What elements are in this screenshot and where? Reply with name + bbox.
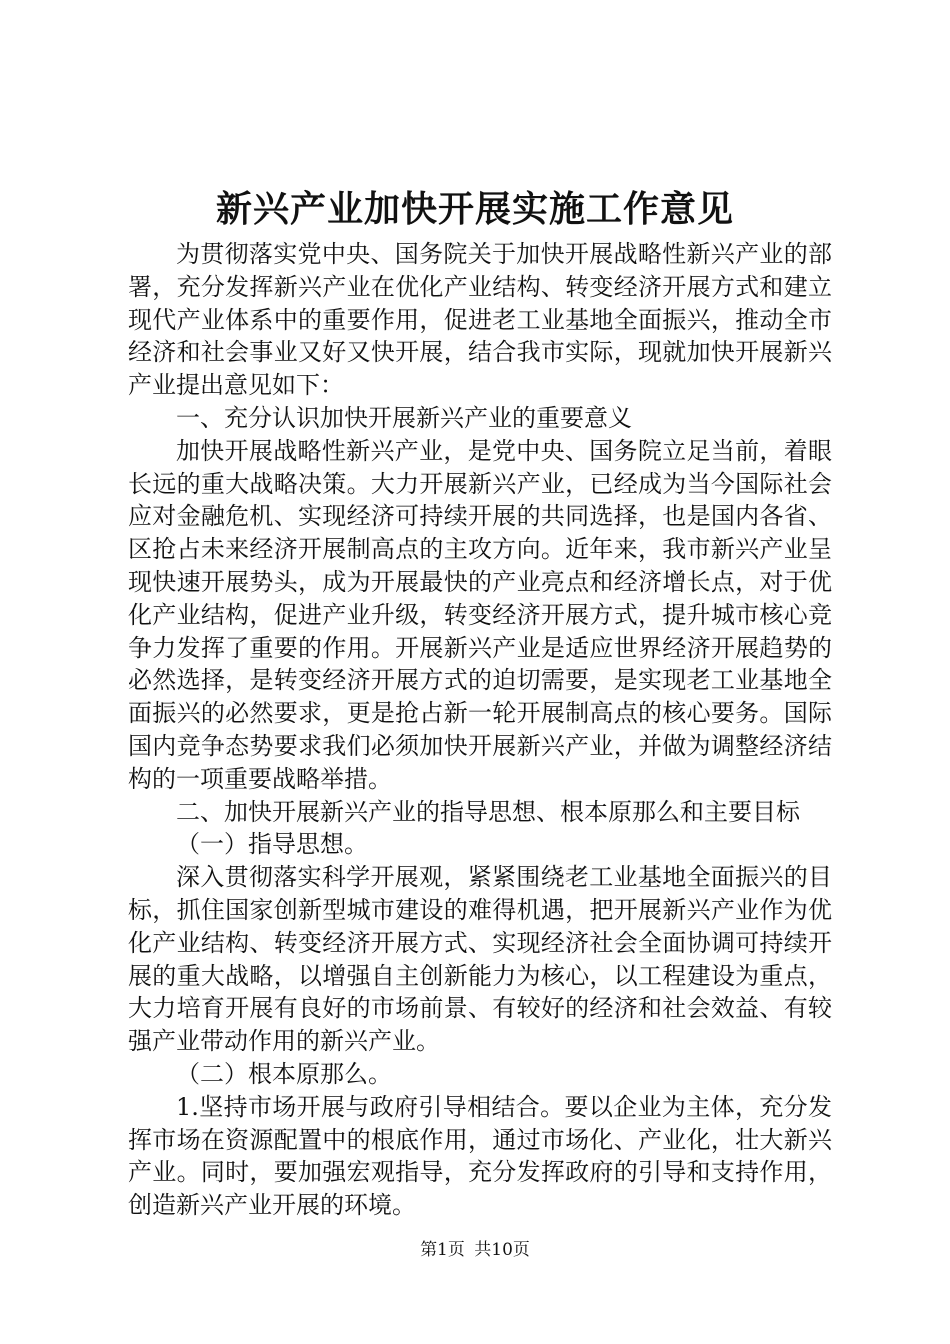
subsection-heading-basic-principles: （二）根本原那么。: [176, 1059, 392, 1088]
section-heading-1: 一、充分认识加快开展新兴产业的重要意义: [176, 403, 632, 432]
paragraph-significance: 加快开展战略性新兴产业，是党中央、国务院立足当前，着眼长远的重大战略决策。大力开展新兴产业，已经成为当今国际社会应对金融危机、实现经济可持续开展的共同选择，也是国内各省、区抢占未来经济开展制高点的主攻方向。近年来，我市新兴产业呈现快速开展势头，成为开展最快的产业亮点和经济增长点，对于优化产业结构，促进产业升级，转变经济开展方式，提升城市核心竞争力发挥了重要的作用。开展新兴产业是适应世界经济开展趋势的必然选择，是转变经济开展方式的迫切需要，是实现老工业基地全面振兴的必然要求，更是抢占新一轮开展制高点的核心要务。国际国内竞争态势要求我们必须加快开展新兴产业，并做为调整经济结构的一项重要战略举措。: [128, 436, 832, 793]
page-total: 共10页: [474, 1240, 530, 1260]
section-heading-2: 二、加快开展新兴产业的指导思想、根本原那么和主要目标: [176, 797, 800, 826]
subsection-heading-guiding-thought: （一）指导思想。: [176, 830, 368, 859]
paragraph-principle-1: 1.坚持市场开展与政府引导相结合。要以企业为主体，充分发挥市场在资源配置中的根底作用，通过市场化、产业化，壮大新兴产业。同时，要加强宏观指导，充分发挥政府的引导和支持作用，创造新兴产业开展的环境。: [128, 1092, 832, 1220]
document-body: [128, 238, 832, 1222]
page-number: 第1页: [420, 1240, 465, 1260]
paragraph-guiding-thought: 深入贯彻落实科学开展观，紧紧围绕老工业基地全面振兴的目标，抓住国家创新型城市建设的难得机遇，把开展新兴产业作为优化产业结构、转变经济开展方式、实现经济社会全面协调可持续开展的重大战略，以增强自主创新能力为核心，以工程建设为重点，大力培育开展有良好的市场前景、有较好的经济和社会效益、有较强产业带动作用的新兴产业。: [128, 863, 832, 1056]
paragraph-intro: 为贯彻落实党中央、国务院关于加快开展战略性新兴产业的部署，充分发挥新兴产业在优化产业结构、转变经济开展方式和建立现代产业体系中的重要作用，促进老工业基地全面振兴，推动全市经济和社会事业又好又快开展，结合我市实际，现就加快开展新兴产业提出意见如下：: [128, 240, 832, 400]
page-footer: [0, 1238, 950, 1262]
document-title: 新兴产业加快开展实施工作意见: [215, 188, 734, 230]
